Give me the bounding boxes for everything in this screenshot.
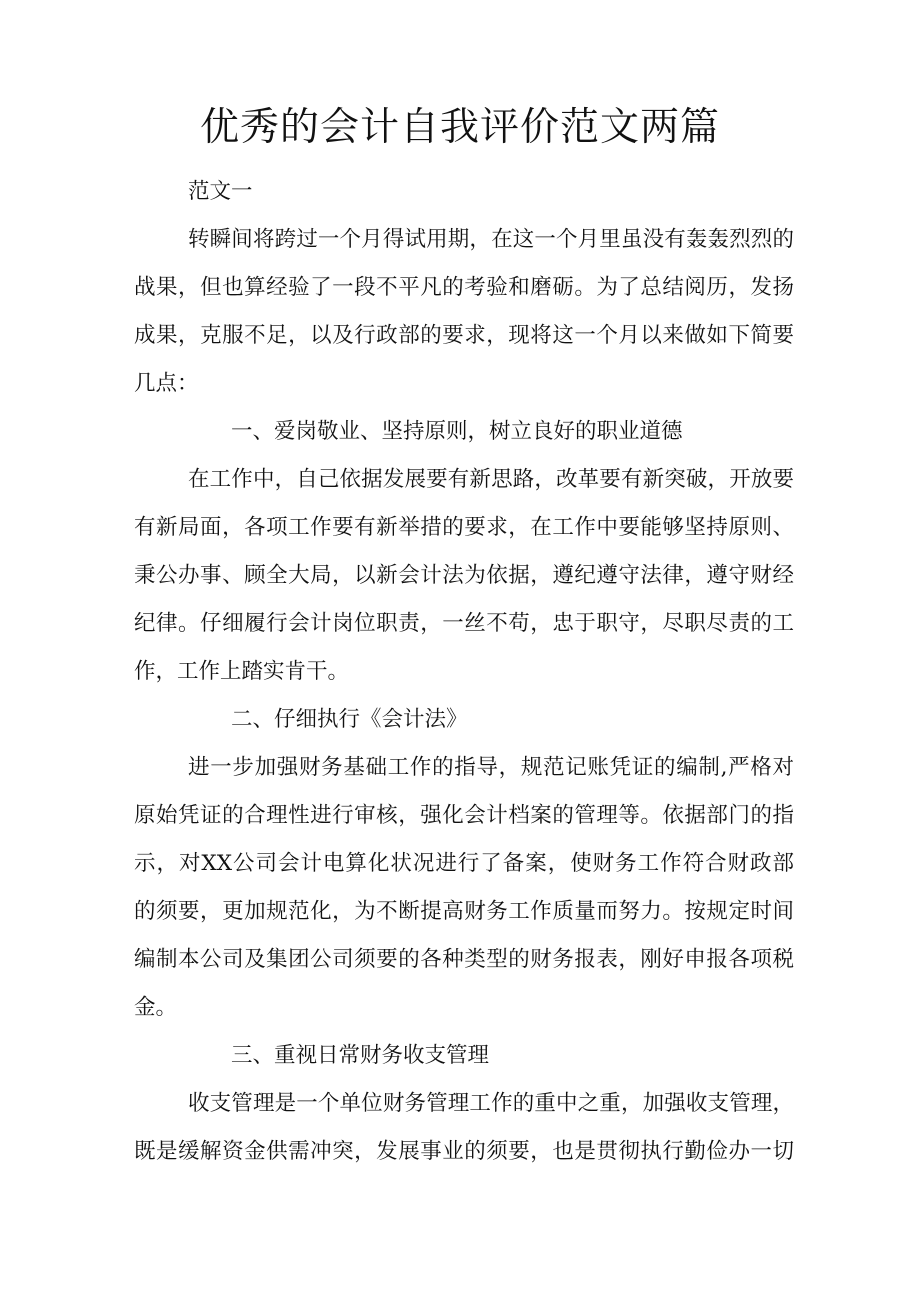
paragraph-line: 的须要，更加规范化，为不断提高财务工作质量而努力。按规定时间 [134,899,794,924]
subtitle: 范文一 [188,179,253,204]
section-heading: 二、仔细执行《会计法》 [231,707,468,732]
paragraph-line: 几点： [134,371,199,396]
paragraph-line: 金。 [134,995,178,1020]
paragraph-line: 有新局面，各项工作要有新举措的要求，在工作中要能够坚持原则、 [134,515,794,540]
paragraph-line: 编制本公司及集团公司须要的各种类型的财务报表，刚好申报各项税 [134,947,794,972]
section-heading: 三、重视日常财务收支管理 [231,1043,490,1068]
paragraph-line: 示，对XX公司会计电算化状况进行了备案，使财务工作符合财政部 [134,851,794,876]
paragraph-line: 纪律。仔细履行会计岗位职责，一丝不苟，忠于职守，尽职尽责的工 [134,611,794,636]
paragraph-line: 秉公办事、顾全大局，以新会计法为依据，遵纪遵守法律，遵守财经 [134,563,794,588]
paragraph-line: 成果，克服不足，以及行政部的要求，现将这一个月以来做如下简要 [134,323,794,348]
section-heading: 一、爱岗敬业、坚持原则，树立良好的职业道德 [231,419,683,444]
document-title: 优秀的会计自我评价范文两篇 [199,105,720,150]
paragraph-line: 转瞬间将跨过一个月得试用期，在这一个月里虽没有轰轰烈烈的 [188,227,794,252]
paragraph-line: 在工作中，自己依据发展要有新思路，改革要有新突破，开放要 [188,467,794,492]
paragraph-line: 收支管理是一个单位财务管理工作的重中之重，加强收支管理， [188,1091,794,1116]
paragraph-line: 进一步加强财务基础工作的指导，规范记账凭证的编制,严格对 [188,755,794,780]
paragraph-line: 原始凭证的合理性进行审核，强化会计档案的管理等。依据部门的指 [134,803,794,828]
document-body [134,172,794,1180]
paragraph-line: 战果，但也算经验了一段不平凡的考验和磨砺。为了总结阅历，发扬 [134,275,794,300]
paragraph-line: 作，工作上踏实肯干。 [134,659,350,684]
paragraph-line: 既是缓解资金供需冲突，发展事业的须要，也是贯彻执行勤俭办一切 [134,1139,794,1164]
